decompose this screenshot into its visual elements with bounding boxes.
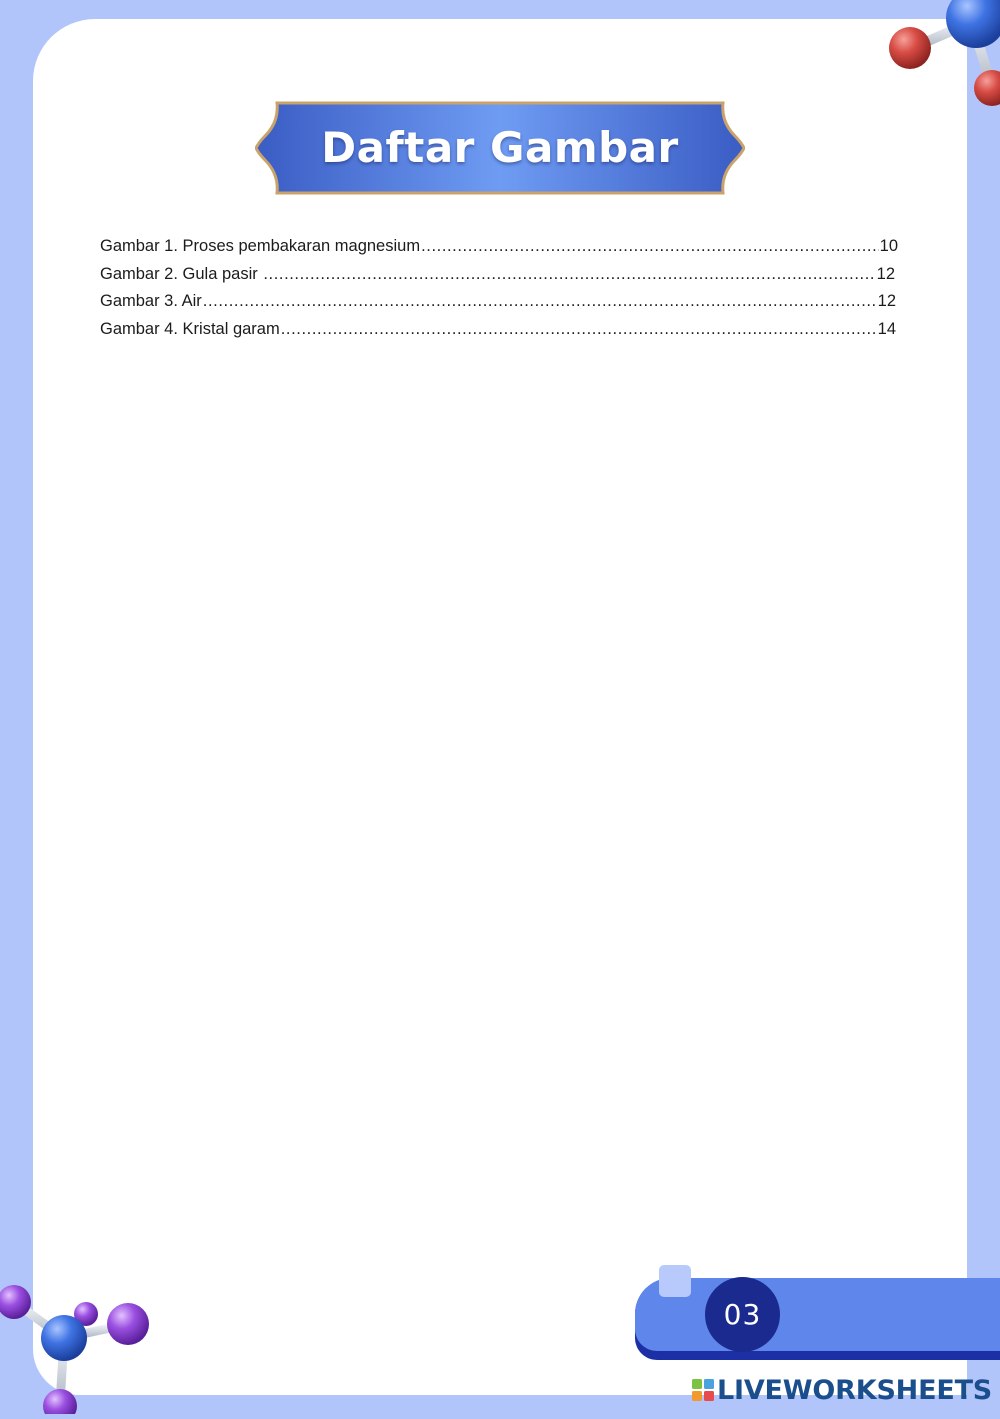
figure-list	[100, 237, 898, 347]
page-card	[33, 19, 967, 1395]
toc-dot-leader	[203, 292, 877, 311]
toc-dot-leader	[263, 265, 875, 284]
toc-entry-label: Gambar 3. Air	[100, 292, 202, 310]
toc-entry[interactable]	[100, 320, 898, 348]
toc-dot-leader	[421, 237, 879, 256]
molecule-icon	[0, 1280, 160, 1414]
toc-entry-label: Gambar 1. Proses pembakaran magnesium	[100, 237, 421, 255]
toc-dot-leader	[281, 320, 877, 339]
toc-entry[interactable]	[100, 265, 898, 293]
page-title: Daftar Gambar	[321, 123, 679, 172]
toc-entry-page: 12	[877, 292, 896, 310]
molecule-icon	[880, 0, 1000, 120]
toc-entry-label: Gambar 2. Gula pasir	[100, 264, 263, 283]
title-banner	[255, 100, 745, 196]
tab-notch	[659, 1265, 691, 1297]
toc-entry-label: Gambar 4. Kristal garam	[100, 319, 280, 338]
toc-entry-page: 10	[879, 237, 898, 255]
liveworksheets-logo[interactable]	[692, 1372, 992, 1408]
page-number: 03	[705, 1277, 780, 1352]
toc-entry-page: 12	[876, 264, 895, 283]
toc-entry-page: 14	[877, 319, 896, 338]
liveworksheets-logo-icon	[692, 1379, 714, 1401]
toc-entry[interactable]	[100, 237, 898, 265]
toc-entry[interactable]	[100, 292, 898, 320]
logo-text: LIVEWORKSHEETS	[717, 1374, 993, 1406]
